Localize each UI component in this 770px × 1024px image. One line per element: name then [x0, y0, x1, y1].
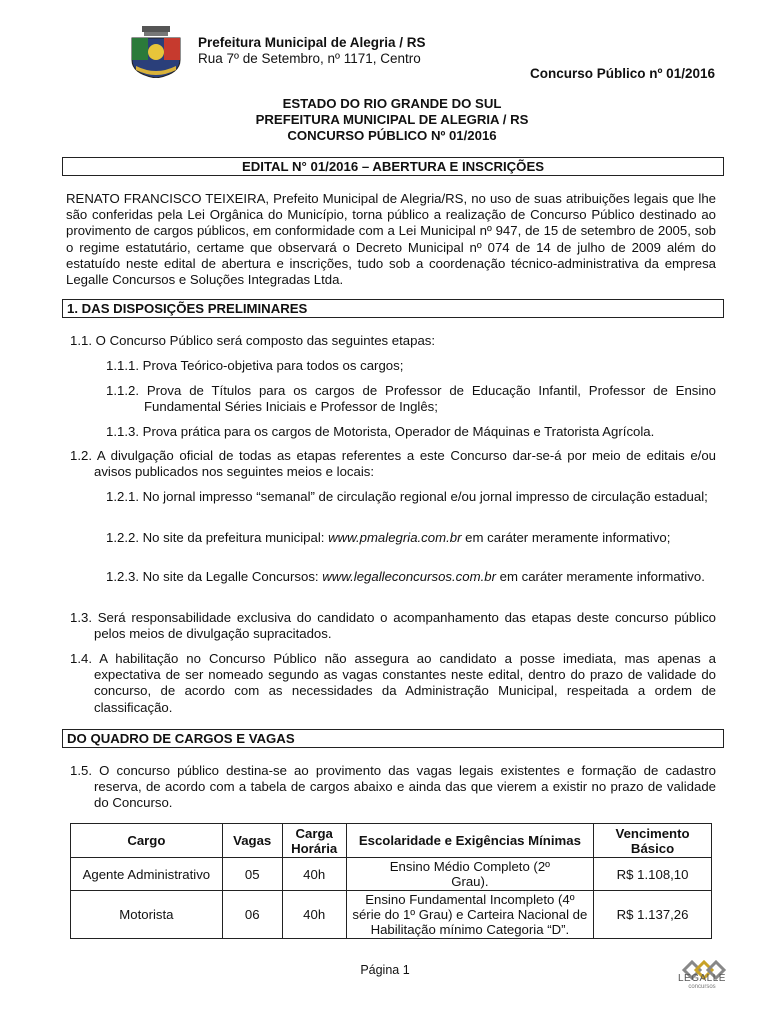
document-titles: [62, 96, 722, 144]
page-number: Página 1: [360, 963, 410, 977]
pmalegria-link[interactable]: www.pmalegria.com.br: [328, 530, 462, 545]
table-header-row: [71, 824, 712, 858]
cargos-table: [70, 823, 712, 939]
item-1-2-3-text: 1.2.3. No site da Legalle Concursos:: [106, 569, 323, 584]
item-1-1-2: 1.1.2. Prova de Títulos para os cargos de Professor de Educação Infantil, Professor de Ensino Fundamental Séries Iniciais e Professor de Inglês;: [106, 383, 716, 415]
header-carga-horaria: Carga Horária: [282, 824, 346, 858]
title-line: ESTADO DO RIO GRANDE DO SUL: [282, 96, 502, 111]
item-1-1: 1.1. O Concurso Público será composto das seguintes etapas:: [70, 333, 436, 348]
cell-carga: 40h: [282, 891, 346, 939]
edital-title: EDITAL N° 01/2016 – ABERTURA E INSCRIÇÕES: [62, 157, 724, 176]
table-row: [71, 858, 712, 891]
title-line: CONCURSO PÚBLICO Nº 01/2016: [287, 128, 497, 143]
item-1-2-3: [106, 569, 716, 585]
section-title-disposicoes: 1. DAS DISPOSIÇÕES PRELIMINARES: [62, 299, 724, 318]
item-1-2: 1.2. A divulgação oficial de todas as etapas referentes a este Concurso dar-se-á por meio de editais e/ou avisos publicados nos seguintes meios e locais:: [70, 448, 716, 480]
header-vagas: Vagas: [222, 824, 282, 858]
item-1-2-2: [106, 530, 716, 546]
cell-vencimento: R$ 1.108,10: [594, 858, 712, 891]
item-1-1-3: 1.1.3. Prova prática para os cargos de Motorista, Operador de Máquinas e Tratorista Agrícola.: [106, 424, 655, 439]
cell-vencimento: R$ 1.137,26: [594, 891, 712, 939]
item-1-5: 1.5. O concurso público destina-se ao provimento das vagas legais existentes e formação de cadastro reserva, de acordo com a tabela de cargos abaixo e ainda das que vierem a existir no prazo de validade do Concurso.: [70, 763, 716, 811]
cell-escolaridade: Ensino Fundamental Incompleto (4º série do 1º Grau) e Carteira Nacional de Habilitação mínimo Categoria “D”.: [346, 891, 593, 939]
header-concurso: Concurso Público nº 01/2016: [530, 66, 715, 81]
legalle-link[interactable]: www.legalleconcursos.com.br: [322, 569, 496, 584]
section-title-cargos: DO QUADRO DE CARGOS E VAGAS: [62, 729, 724, 748]
item-1-4: 1.4. A habilitação no Concurso Público não assegura ao candidato a posse imediata, mas apenas a expectativa de ser nomeado segundo as vagas constantes neste edital, dentro do prazo de validade do concurso, de acordo com as necessidades da Administração Municipal, respeitada a ordem de classificação.: [70, 651, 716, 715]
legalle-logo-text: LEGALLE: [678, 973, 726, 984]
item-1-2-2-suffix: em caráter meramente informativo;: [461, 530, 671, 545]
cell-carga: 40h: [282, 858, 346, 891]
table-row: [71, 891, 712, 939]
cell-escolaridade: Ensino Médio Completo (2º Grau).: [346, 858, 593, 891]
item-1-2-2-text: 1.2.2. No site da prefeitura municipal:: [106, 530, 329, 545]
header-organization: Prefeitura Municipal de Alegria / RS: [198, 35, 426, 50]
item-1-1-1: 1.1.1. Prova Teórico-objetiva para todos os cargos;: [106, 358, 404, 373]
cell-cargo: Motorista: [71, 891, 223, 939]
item-1-3: 1.3. Será responsabilidade exclusiva do candidato o acompanhamento das etapas deste concurso público pelos meios de divulgação supracitados.: [70, 610, 716, 642]
item-1-2-3-suffix: em caráter meramente informativo.: [495, 569, 705, 584]
intro-paragraph: RENATO FRANCISCO TEIXEIRA, Prefeito Municipal de Alegria/RS, no uso de suas atribuições legais que lhe são conferidas pela Lei Orgânica do Município, torna público a realização de Concurso Público destinado ao provimento de cargos públicos, em conformidade com a Lei Municipal nº 947, de 15 de setembro de 2005, sob o regime estatutário, certame que observará o Decreto Municipal nº 074 de 14 de julho de 2009 além do estatuído neste edital de abertura e inscrições, tudo sob a coordenação técnico-administrativa da empresa Legalle Concursos e Soluções Integradas Ltda.: [66, 191, 716, 288]
cell-vagas: 05: [222, 858, 282, 891]
header-cargo: Cargo: [71, 824, 223, 858]
title-line: PREFEITURA MUNICIPAL DE ALEGRIA / RS: [255, 112, 529, 127]
cell-cargo: Agente Administrativo: [71, 858, 223, 891]
header-address: Rua 7º de Setembro, nº 1171, Centro: [198, 51, 421, 66]
header-vencimento: Vencimento Básico: [594, 824, 712, 858]
header-escolaridade: Escolaridade e Exigências Mínimas: [346, 824, 593, 858]
municipal-crest-icon: [128, 26, 184, 78]
legalle-logo-subtext: concursos: [688, 984, 716, 990]
cell-vagas: 06: [222, 891, 282, 939]
item-1-2-1: 1.2.1. No jornal impresso “semanal” de circulação regional e/ou jornal impresso de circulação estadual;: [106, 489, 708, 504]
